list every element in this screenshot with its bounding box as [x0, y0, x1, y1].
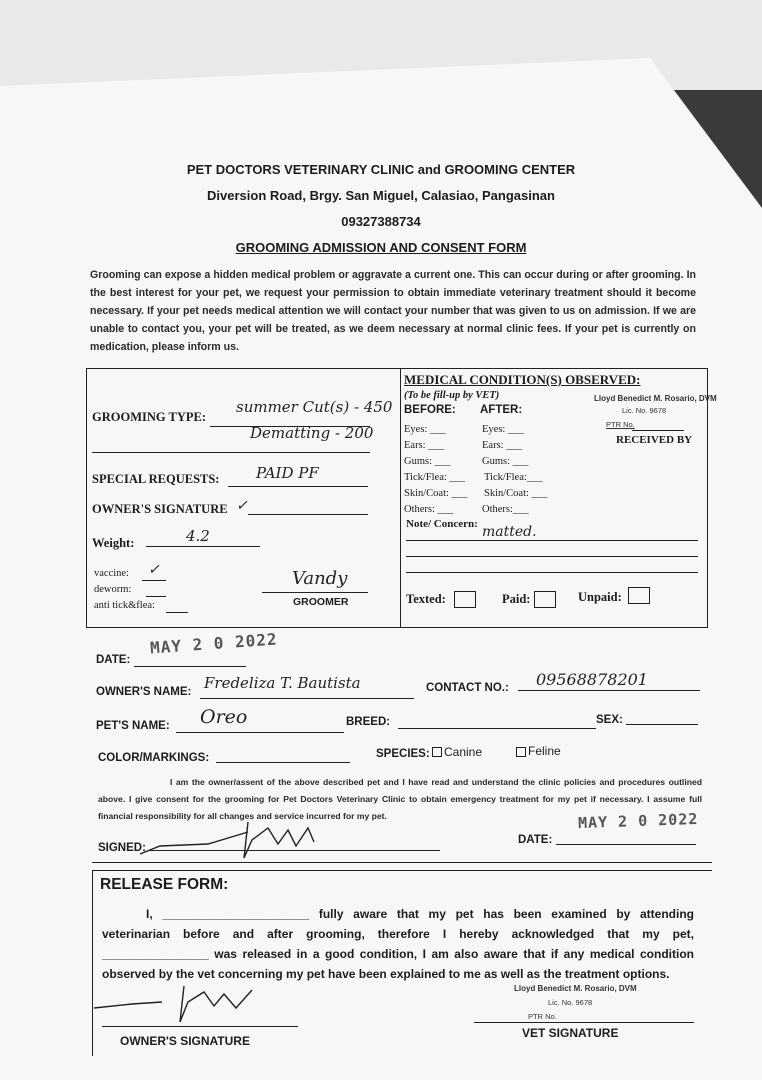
date-stamp: MAY 2 0 2022 — [149, 629, 279, 658]
weight-label: Weight: — [92, 536, 135, 550]
texted-label: Texted: — [406, 592, 446, 606]
release-owner-signature — [92, 984, 262, 1028]
note-line-3 — [406, 572, 698, 573]
after-label: AFTER: — [480, 404, 523, 416]
release-vet-signature-label: VET SIGNATURE — [522, 1026, 619, 1040]
owner-signature-check[interactable]: ✓ — [236, 498, 248, 514]
special-requests-value[interactable]: PAID PF — [256, 464, 319, 482]
vaccine-check[interactable]: ✓ — [148, 562, 160, 578]
signed-date-line — [556, 844, 696, 845]
after-ears: Ears: ___ — [482, 440, 522, 451]
before-others: Others: ___ — [404, 504, 454, 515]
paid-checkbox[interactable] — [534, 591, 556, 608]
sex-label: SEX: — [596, 714, 623, 726]
antitick-label: anti tick&flea: — [94, 600, 155, 611]
unpaid-checkbox[interactable] — [628, 587, 650, 604]
texted-checkbox[interactable] — [454, 591, 476, 608]
medical-subtitle: (To be fill-up by VET) — [404, 390, 500, 401]
consent-paragraph: I am the owner/assent of the above described pet and I have read and understand the clinic policies and procedures outlined above. I give consent for the grooming for Pet Doctors Veterinary Clinic to obtain emergency treatment for my pet if necessary. I assume full financial responsibility for all changes and service incurred for my pet. — [98, 777, 702, 821]
unpaid-label: Unpaid: — [578, 590, 622, 604]
after-others: Others:___ — [482, 504, 529, 515]
box-divider — [400, 368, 401, 628]
clinic-address: Diversion Road, Brgy. San Miguel, Calasiao, Pangasinan — [207, 188, 555, 203]
owner-signature-line — [248, 514, 368, 515]
owner-name-value[interactable]: Fredeliza T. Bautista — [204, 674, 361, 692]
special-requests-label: SPECIAL REQUESTS: — [92, 472, 220, 486]
release-owner-signature-label: OWNER'S SIGNATURE — [120, 1034, 250, 1048]
paid-label: Paid: — [502, 592, 531, 606]
vaccine-label: vaccine: — [94, 568, 129, 579]
groomer-signature: Vandy — [292, 568, 348, 589]
pet-name-value[interactable]: Oreo — [200, 706, 248, 728]
grooming-box — [86, 368, 708, 628]
release-stamp-license: Lic. No. 9678 — [548, 998, 593, 1007]
note-line-1 — [406, 540, 698, 541]
pet-name-line — [176, 732, 344, 733]
contact-line — [518, 690, 700, 691]
groomer-line — [262, 592, 368, 593]
release-owner-line — [102, 1026, 298, 1027]
grooming-type-line-2 — [92, 452, 370, 453]
vet-stamp-license: Lic. No. 9678 — [622, 406, 667, 415]
antitick-line — [166, 612, 188, 613]
deworm-line — [146, 596, 166, 597]
release-title: RELEASE FORM: — [100, 876, 229, 893]
signed-date-stamp: MAY 2 0 2022 — [577, 809, 699, 833]
before-eyes: Eyes: ___ — [404, 424, 446, 435]
grooming-type-label: GROOMING TYPE: — [92, 410, 207, 424]
owner-name-line — [200, 698, 414, 699]
section-separator — [92, 862, 712, 863]
canine-label: Canine — [444, 745, 483, 759]
note-line-2 — [406, 556, 698, 557]
before-gums: Gums: ___ — [404, 456, 451, 467]
release-stamp-ptr: PTR No. — [528, 1012, 557, 1021]
date-label: DATE: — [96, 654, 131, 666]
special-requests-line — [228, 486, 368, 487]
contact-value[interactable]: 09568878201 — [536, 670, 648, 689]
feline-label: Feline — [528, 744, 561, 758]
release-paragraph: I, ______________________ fully aware that my pet has been examined by attending veterinarian before and after grooming, therefore I hereby acknowledged that my pet, ________________ was released in a good condition, I am also aware that if any medical condition observed by the vet concerning my pet have been explained to me as well as the treatment options. — [102, 907, 694, 981]
before-ears: Ears: ___ — [404, 440, 444, 451]
breed-label: BREED: — [346, 716, 391, 728]
before-label: BEFORE: — [404, 404, 456, 416]
before-skin: Skin/Coat: ___ — [404, 488, 468, 499]
contact-label: CONTACT NO.: — [426, 682, 509, 694]
vet-stamp-line — [632, 430, 684, 431]
note-value[interactable]: matted. — [482, 524, 537, 540]
vet-stamp-ptr: PTR No. — [606, 420, 635, 429]
weight-value[interactable]: 4.2 — [186, 527, 210, 545]
grooming-type-value-1[interactable]: summer Cut(s) - 450 — [236, 398, 393, 416]
groomer-label: GROOMER — [293, 596, 349, 608]
vet-stamp-name: Lloyd Benedict M. Rosario, DVM — [594, 394, 717, 403]
sex-line — [626, 724, 698, 725]
breed-line — [398, 728, 596, 729]
after-eyes: Eyes: ___ — [482, 424, 524, 435]
clinic-name: PET DOCTORS VETERINARY CLINIC and GROOMING CENTER — [186, 162, 576, 177]
medical-title: MEDICAL CONDITION(S) OBSERVED: — [404, 372, 641, 387]
deworm-label: deworm: — [94, 584, 132, 595]
form-title: GROOMING ADMISSION AND CONSENT FORM — [235, 240, 527, 255]
signed-label: SIGNED: — [98, 842, 146, 854]
release-stamp-name: Lloyd Benedict M. Rosario, DVM — [514, 984, 637, 993]
owner-name-label: OWNER'S NAME: — [96, 686, 192, 698]
canine-checkbox[interactable] — [432, 747, 442, 757]
signed-date-label: DATE: — [518, 834, 553, 846]
color-markings-line — [216, 762, 350, 763]
before-tick: Tick/Flea: ___ — [404, 472, 466, 483]
pet-name-label: PET'S NAME: — [96, 720, 170, 732]
owner-signature-label: OWNER'S SIGNATURE — [92, 502, 228, 516]
received-by-label: RECEIVED BY — [616, 434, 693, 446]
intro-paragraph: Grooming can expose a hidden medical problem or aggravate a current one. This can occur during or after grooming. In the best interest for your pet, we request your permission to obtain immediate veterinary treatment should it become necessary. If your pet needs medical attention we will contact your number that was given to us on admission. If we are unable to contact you, your pet will be treated, as we deem necessary at normal clinic fees. If your pet is currently on medication, please inform us. — [90, 269, 696, 353]
owner-signature-scribble — [138, 818, 328, 868]
clinic-phone: 09327388734 — [341, 214, 421, 229]
color-markings-label: COLOR/MARKINGS: — [98, 752, 210, 764]
release-vet-line — [474, 1022, 694, 1023]
after-tick: Tick/Flea:___ — [484, 472, 543, 483]
grooming-type-value-2[interactable]: Dematting - 200 — [250, 424, 374, 442]
vaccine-line — [142, 580, 166, 581]
after-skin: Skin/Coat: ___ — [484, 488, 548, 499]
species-label: SPECIES: — [376, 748, 430, 760]
note-label: Note/ Concern: — [406, 518, 478, 530]
after-gums: Gums: ___ — [482, 456, 529, 467]
feline-checkbox[interactable] — [516, 747, 526, 757]
weight-line — [146, 546, 260, 547]
date-line — [134, 666, 246, 667]
